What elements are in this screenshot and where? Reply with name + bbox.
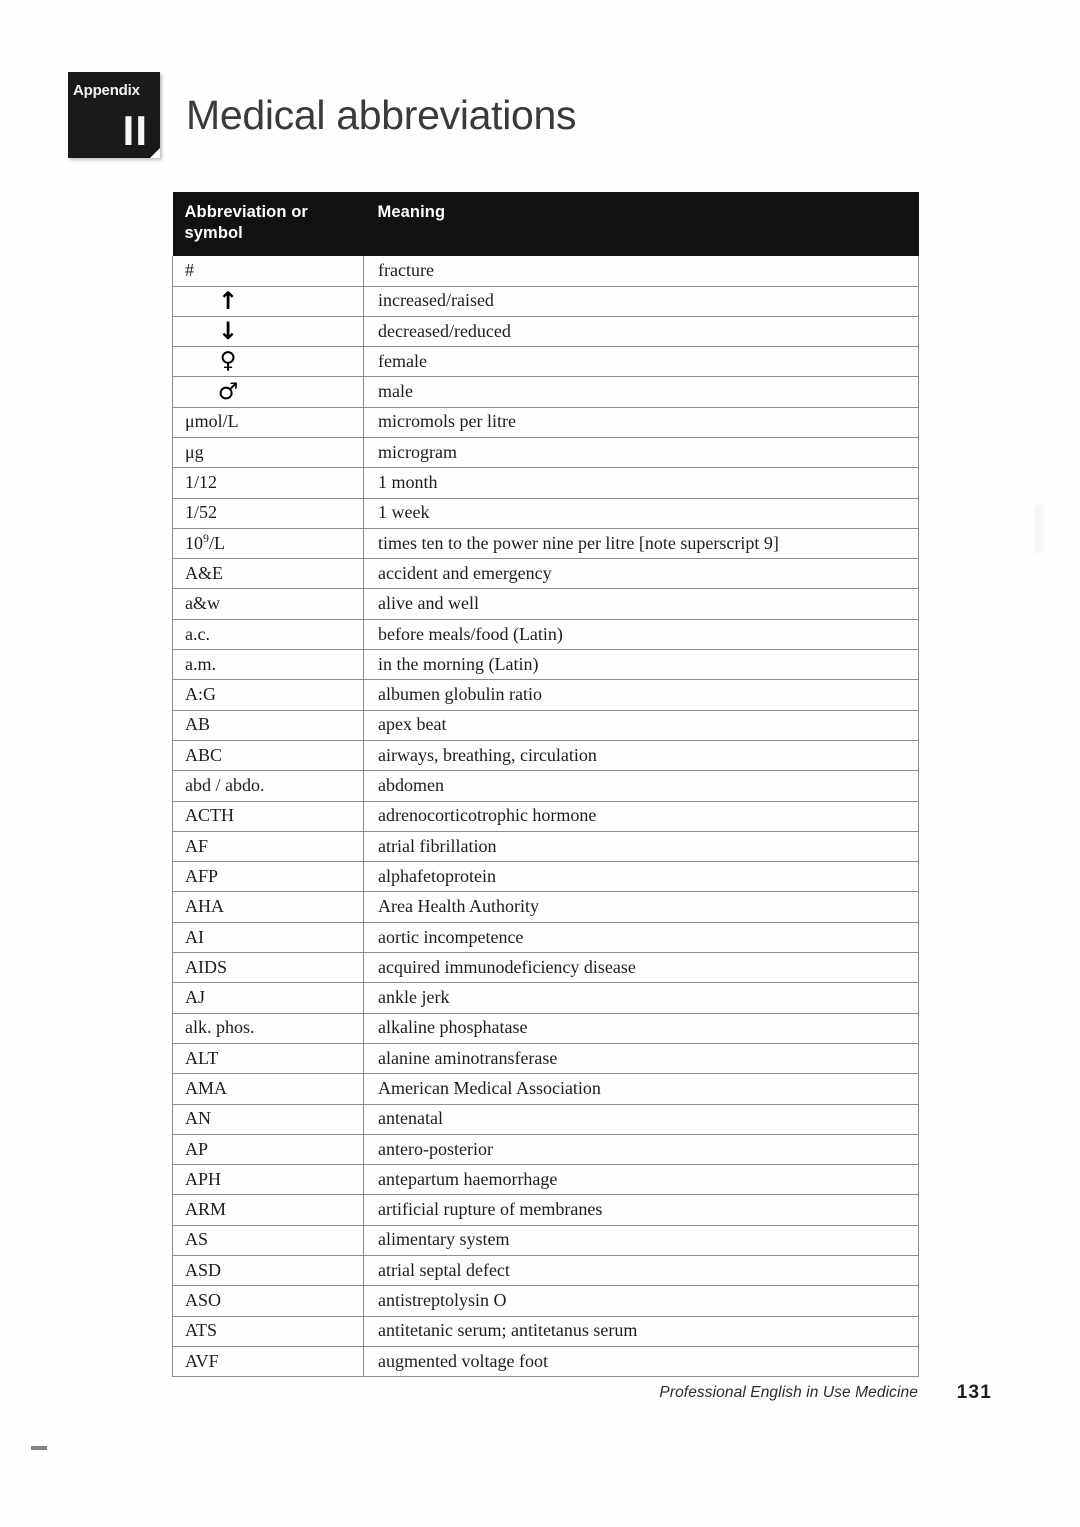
column-header-abbreviation: Abbreviation or symbol [173,192,364,256]
cell-meaning: increased/raised [364,286,919,316]
cell-abbreviation: ARM [173,1195,364,1225]
appendix-label: Appendix [73,82,140,99]
table-row [173,1256,919,1286]
cell-meaning: microgram [364,438,919,468]
scan-artifact-edge [1035,505,1045,553]
cell-abbreviation: AVF [173,1346,364,1376]
table-row [173,892,919,922]
cell-abbreviation: 1/12 [173,468,364,498]
cell-meaning: 1 month [364,468,919,498]
cell-meaning: female [364,347,919,377]
cell-abbreviation: AI [173,922,364,952]
cell-meaning: male [364,377,919,407]
table-row [173,528,919,558]
table-row [173,468,919,498]
cell-meaning: micromols per litre [364,407,919,437]
table-row [173,347,919,377]
appendix-badge [68,72,160,158]
table-row [173,286,919,316]
cell-meaning: apex beat [364,710,919,740]
cell-abbreviation: AJ [173,983,364,1013]
cell-abbreviation: AB [173,710,364,740]
table-row [173,498,919,528]
cell-abbreviation: AHA [173,892,364,922]
cell-meaning: airways, breathing, circulation [364,740,919,770]
cell-abbreviation: $10^9/L$ [173,528,364,558]
table-header [173,192,919,256]
table-row [173,710,919,740]
cell-abbreviation: A:G [173,680,364,710]
cell-abbreviation: ASO [173,1286,364,1316]
table-body [173,256,919,1376]
footer-book-title: Professional English in Use Medicine [659,1384,918,1401]
table-row [173,1074,919,1104]
cell-meaning: aortic incompetence [364,922,919,952]
table-row [173,1316,919,1346]
cell-meaning: in the morning (Latin) [364,650,919,680]
cell-meaning: albumen globulin ratio [364,680,919,710]
cell-abbreviation: ALT [173,1043,364,1073]
page-header [68,72,576,168]
arrow-icon: ↑ [217,286,239,315]
cell-abbreviation: AIDS [173,953,364,983]
cell-meaning: abdomen [364,771,919,801]
table-row [173,680,919,710]
cell-meaning: atrial septal defect [364,1256,919,1286]
cell-abbreviation: μmol/L [173,407,364,437]
cell-meaning: Area Health Authority [364,892,919,922]
cell-meaning: artificial rupture of membranes [364,1195,919,1225]
table-row [173,377,919,407]
cell-abbreviation [173,377,364,407]
gender-icon: ♂ [217,378,239,405]
cell-meaning: ankle jerk [364,983,919,1013]
table-row [173,983,919,1013]
table-row [173,1013,919,1043]
cell-meaning: augmented voltage foot [364,1346,919,1376]
cell-meaning: alkaline phosphatase [364,1013,919,1043]
cell-abbreviation: # [173,256,364,286]
table-row [173,862,919,892]
cell-meaning: alimentary system [364,1225,919,1255]
cell-abbreviation: μg [173,438,364,468]
table-row [173,619,919,649]
table-row [173,1165,919,1195]
table-row [173,801,919,831]
page-title: Medical abbreviations [186,92,577,138]
cell-meaning: accident and emergency [364,559,919,589]
table-row [173,407,919,437]
table-row [173,953,919,983]
cell-abbreviation [173,286,364,316]
table-row [173,831,919,861]
table-row [173,1043,919,1073]
table-row [173,650,919,680]
cell-meaning: before meals/food (Latin) [364,619,919,649]
cell-meaning: 1 week [364,498,919,528]
table-row [173,922,919,952]
cell-meaning: antepartum haemorrhage [364,1165,919,1195]
table-row [173,559,919,589]
table-row [173,1195,919,1225]
table-row [173,1346,919,1376]
table-row [173,589,919,619]
cell-meaning: times ten to the power nine per litre [note superscript 9] [364,528,919,558]
table-row [173,438,919,468]
cell-abbreviation: alk. phos. [173,1013,364,1043]
cell-abbreviation: 1/52 [173,498,364,528]
cell-abbreviation: APH [173,1165,364,1195]
cell-abbreviation: a.c. [173,619,364,649]
cell-abbreviation: ATS [173,1316,364,1346]
table-row [173,1286,919,1316]
table-row [173,1134,919,1164]
cell-abbreviation: AS [173,1225,364,1255]
cell-meaning: antistreptolysin O [364,1286,919,1316]
cell-meaning: fracture [364,256,919,286]
scan-artifact-dash [31,1446,47,1450]
cell-meaning: adrenocorticotrophic hormone [364,801,919,831]
cell-abbreviation: a&w [173,589,364,619]
cell-meaning: atrial fibrillation [364,831,919,861]
column-header-meaning: Meaning [364,192,919,256]
cell-abbreviation: AFP [173,862,364,892]
cell-abbreviation: ABC [173,740,364,770]
cell-meaning: acquired immunodeficiency disease [364,953,919,983]
cell-abbreviation: ASD [173,1256,364,1286]
cell-meaning: alive and well [364,589,919,619]
table-row [173,1104,919,1134]
cell-abbreviation: ACTH [173,801,364,831]
table-row [173,771,919,801]
table-row [173,1225,919,1255]
cell-meaning: antero-posterior [364,1134,919,1164]
cell-meaning: decreased/reduced [364,316,919,346]
table-header-row [173,192,919,256]
cell-abbreviation: abd / abdo. [173,771,364,801]
cell-abbreviation [173,347,364,377]
arrow-icon: ↓ [217,316,239,345]
table-row [173,740,919,770]
cell-abbreviation: AP [173,1134,364,1164]
cell-meaning: alanine aminotransferase [364,1043,919,1073]
table-row [173,316,919,346]
footer-page-number: 131 [956,1382,992,1403]
cell-meaning: American Medical Association [364,1074,919,1104]
appendix-number: II [122,107,148,154]
cell-meaning: antitetanic serum; antitetanus serum [364,1316,919,1346]
cell-meaning: antenatal [364,1104,919,1134]
cell-abbreviation [173,316,364,346]
gender-icon: ♀ [219,348,237,375]
cell-abbreviation: AMA [173,1074,364,1104]
cell-abbreviation: AF [173,831,364,861]
table-row [173,256,919,286]
cell-abbreviation: AN [173,1104,364,1134]
page-footer [0,1384,1080,1414]
cell-abbreviation: a.m. [173,650,364,680]
cell-abbreviation: A&E [173,559,364,589]
abbreviations-table [172,192,919,1377]
cell-meaning: alphafetoprotein [364,862,919,892]
